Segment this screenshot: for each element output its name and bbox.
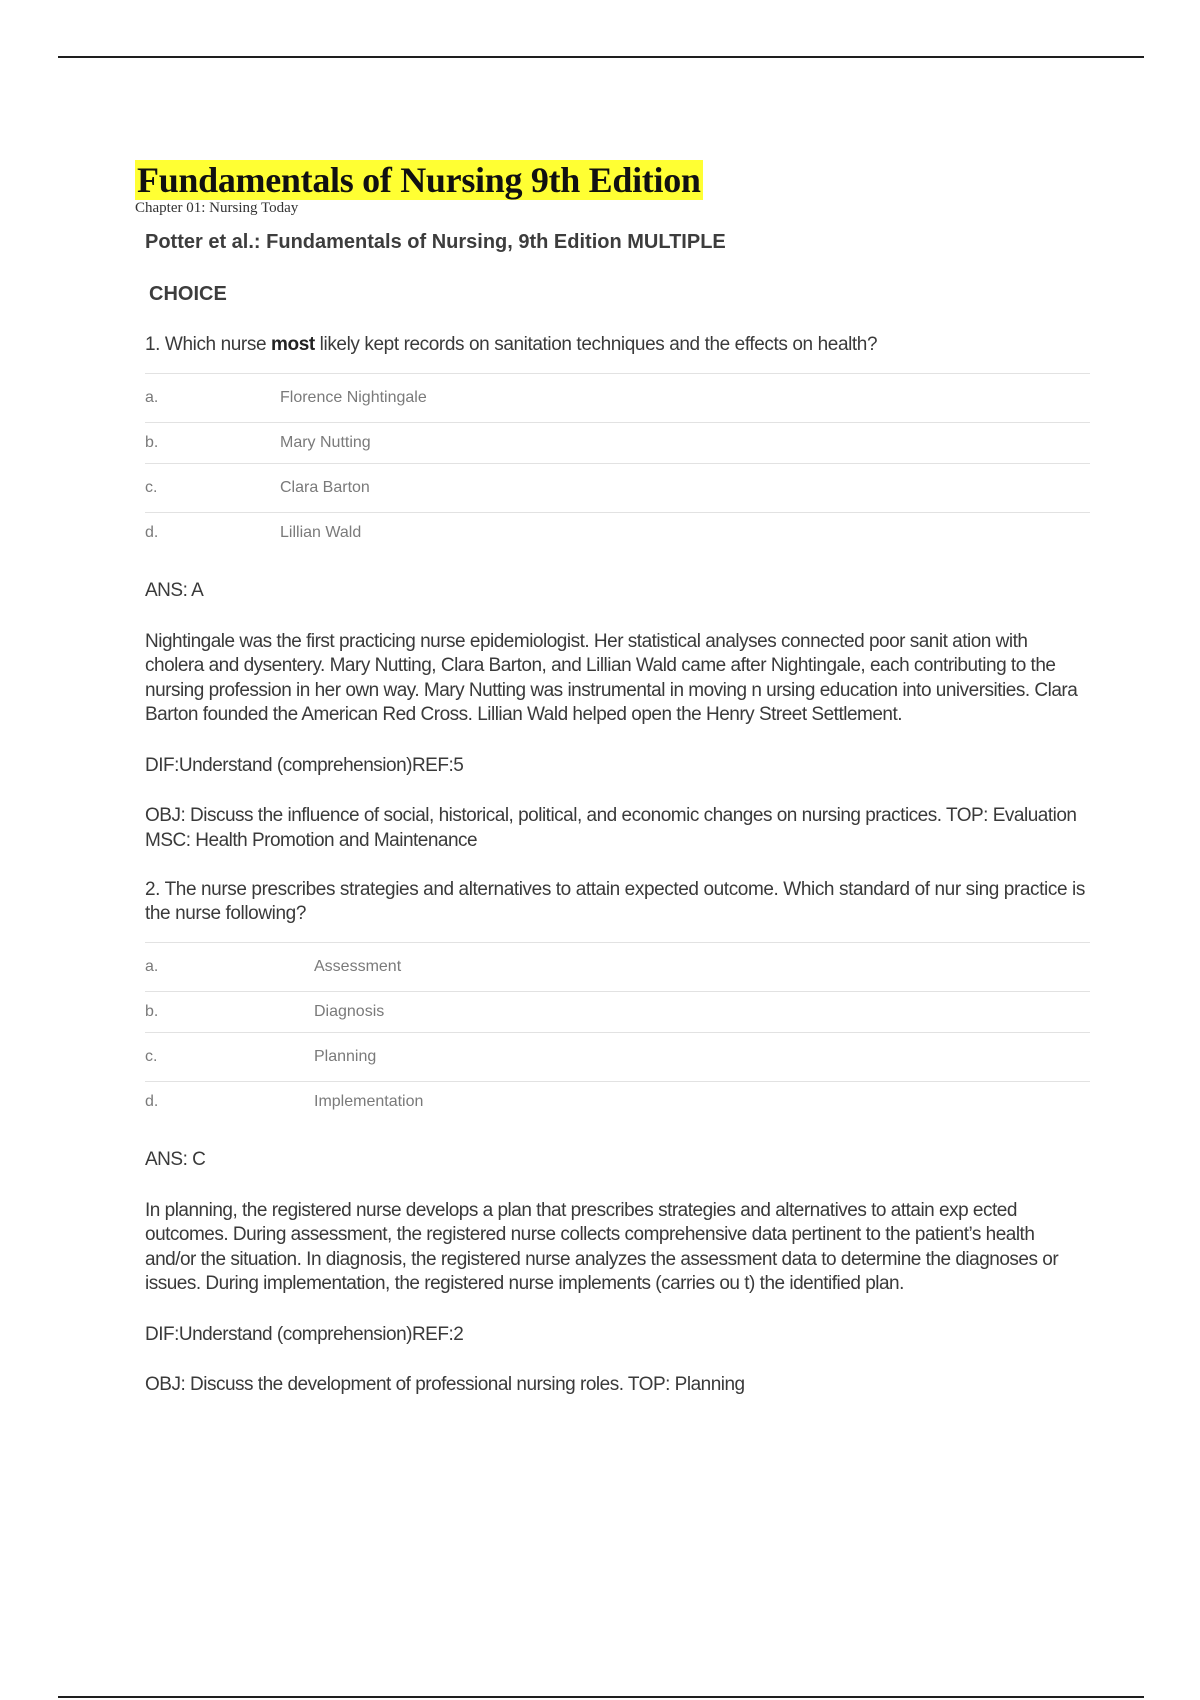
rationale-1: Nightingale was the first practicing nurse epidemiologist. Her statistical analyses connected poor sanit ation with cholera and dysentery. Mary Nutting, Clara Barton, and Lillian Wald came after Nightingale, each contributing to the nursing profession in her own way. Mary Nutting was instrumental in moving n ursing education into universities. Clara Barton founded the American Red Cross. Lillian Wald helped open the Henry Street Settlement. — [145, 630, 1078, 725]
top-rule — [58, 56, 1144, 58]
difficulty-2: DIF:Understand (comprehension)REF:2 — [145, 1323, 464, 1345]
option-row — [145, 943, 1090, 992]
question-2: 2. The nurse prescribes strategies and alternatives to attain expected outcome. Which standard of nur sing practice is the nurse following? — [145, 879, 1085, 924]
objective-2: OBJ: Discuss the development of professional nursing roles. TOP: Planning — [145, 1374, 745, 1395]
objective-1: OBJ: Discuss the influence of social, historical, political, and economic changes on nursing practices. TOP: Evaluation MSC: Health Promotion and Maintenance — [145, 805, 1077, 851]
question-1 — [145, 333, 1090, 357]
option-text: Assessment — [314, 958, 402, 975]
option-letter: b. — [145, 434, 159, 451]
section-heading-choice: CHOICE — [149, 283, 227, 305]
question-1-rest: likely kept records on sanitation techniques and the effects on health? — [314, 334, 878, 355]
option-text: Mary Nutting — [280, 434, 371, 451]
option-row — [145, 1033, 1090, 1082]
option-text: Florence Nightingale — [280, 389, 427, 406]
answer-2: ANS: C — [145, 1149, 206, 1170]
option-letter: a. — [145, 389, 159, 406]
option-letter: d. — [145, 1093, 159, 1110]
bottom-rule — [58, 1696, 1144, 1698]
answer-1: ANS: A — [145, 580, 204, 601]
option-letter: d. — [145, 524, 159, 541]
document-title: Fundamentals of Nursing 9th Edition — [137, 160, 701, 200]
option-row — [145, 992, 1090, 1033]
difficulty-1: DIF:Understand (comprehension)REF:5 — [145, 754, 464, 776]
option-text: Clara Barton — [280, 479, 370, 496]
question-1-emphasis: most — [271, 334, 315, 355]
option-text: Lillian Wald — [280, 524, 362, 541]
option-row — [145, 423, 1090, 464]
rationale-2: In planning, the registered nurse develops a plan that prescribes strategies and alternatives to attain exp ected outcomes. During assessment, the registered nurse collects comprehensive data pertinent to the patient’s health and/or the situation. In diagnosis, the registered nurse analyzes the assessment data to determine the diagnoses or issues. During implementation, the registered nurse implements (carries ou t) the identified plan. — [145, 1199, 1059, 1294]
option-letter: c. — [145, 1048, 158, 1065]
option-letter: a. — [145, 958, 159, 975]
option-text: Implementation — [314, 1093, 424, 1110]
option-text: Planning — [314, 1048, 377, 1065]
option-row — [145, 464, 1090, 513]
question-2-options — [145, 942, 1090, 1122]
option-letter: c. — [145, 479, 158, 496]
book-subtitle: Potter et al.: Fundamentals of Nursing, 9th Edition MULTIPLE — [145, 231, 726, 253]
question-1-lead: 1. Which nurse — [145, 334, 271, 355]
option-letter: b. — [145, 1003, 159, 1020]
question-1-options — [145, 373, 1090, 553]
option-row — [145, 1082, 1090, 1122]
chapter-label: Chapter 01: Nursing Today — [135, 200, 299, 216]
option-row — [145, 513, 1090, 553]
option-row — [145, 374, 1090, 423]
option-text: Diagnosis — [314, 1003, 385, 1020]
document-body — [145, 228, 1090, 1398]
